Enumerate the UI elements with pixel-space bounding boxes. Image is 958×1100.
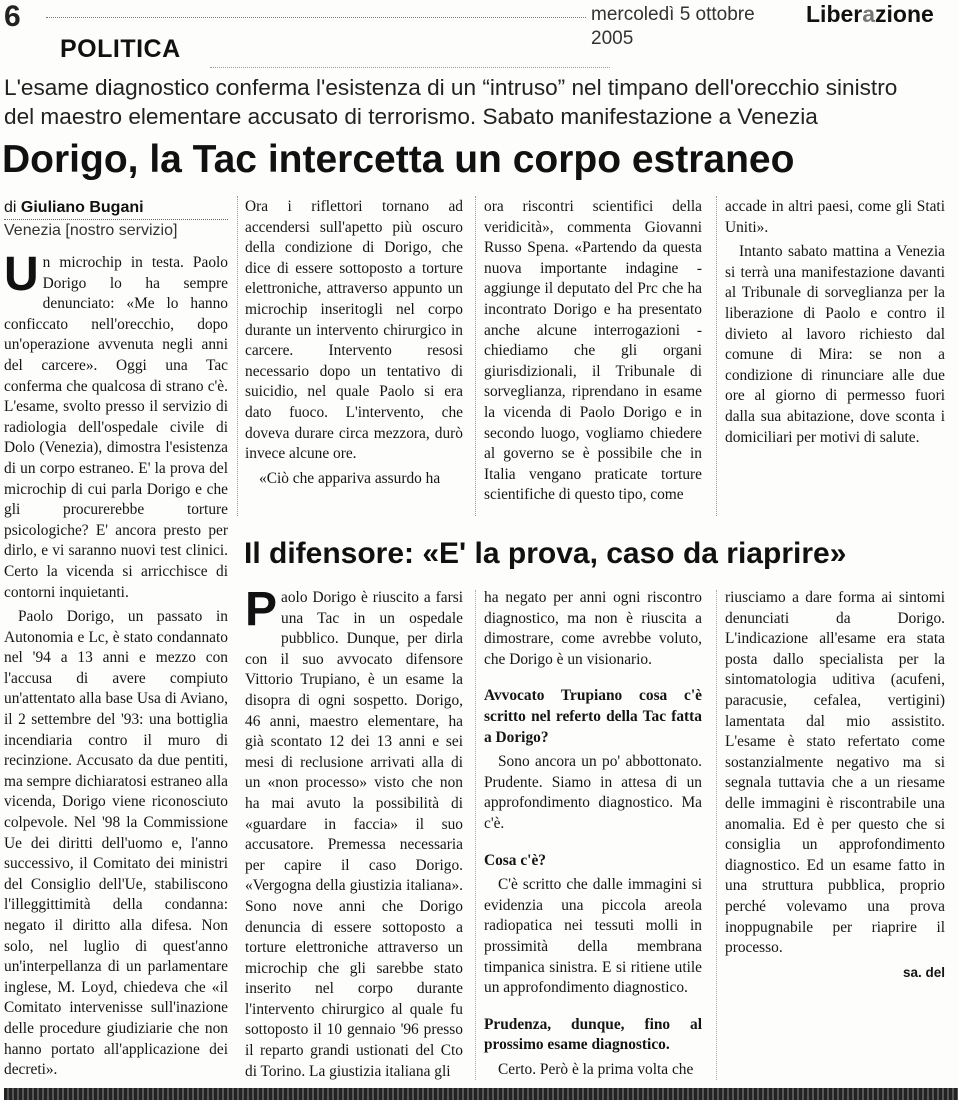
masthead-start: Liber: [806, 1, 863, 27]
article-column-3: [484, 197, 702, 507]
article-paragraph: Paolo Dorigo, un passato in Autonomia e Lc, è stato condannato nel '94 a 13 anni e mezzo con l'accusa di avere compiuto un'attentato alla base Usa di Aviano, il 2 settembre del '93: una bottiglia incendiaria contro il muro di recinzione. Accusato da due pentiti, ma sempre dichiaratosi estraneo alla vicenda, Dorigo viene riconosciuto colpevole. Nel '98 la Commissione Ue dei diritti dell'uomo e, l'anno successivo, il Comitato dei ministri del Consiglio dell'Ue, stabiliscono l'illeggittimità della condanna: negato il diritto alla difesa. Non solo, nel luglio di quest'anno un'interpellanza di un parlamentare inglese, M. Loyd, chiedeva che «il Comitato intervenisse sull'inazione delle procedure giudiziarie che non hanno portato all'applicazione dei decreti».: [4, 608, 228, 1079]
interview-question: Avvocato Trupiano cosa c'è scritto nel referto della Tac fatta a Dorigo?: [484, 687, 702, 746]
section-rule: [210, 67, 610, 68]
column-divider: [716, 196, 717, 516]
article-paragraph: accade in altri paesi, come gli Stati Uniti».: [725, 198, 945, 236]
masthead-highlight: a: [862, 1, 876, 27]
article-paragraph-text: n microchip in testa. Paolo Dorigo lo ha sempre denunciato: «Me lo hanno conficcato nell'orecchio, dopo un'operazione avvenuta negli anni del carcere». Oggi una Tac conferma che qualcosa di strano c'è. L'esame, svolto presso il servizio di radiologia dell'ospedale civile di Dolo (Venezia), dimostra l'esistenza di un corpo estraneo. E' la prova del microchip di cui parla Dorigo e che gli procurerebbe torture psicologiche? E' ancora presto per dirlo, e vi saranno nuovi test clinici. Certo la vicenda si arricchisce di contorni inquietanti.: [4, 254, 228, 601]
column-divider: [237, 196, 238, 516]
byline-prefix: di: [4, 199, 21, 216]
interview-question: Cosa c'è?: [484, 851, 546, 869]
byline: [4, 197, 234, 219]
article-paragraph: Ora i riflettori tornano ad accendersi sull'apetto più oscuro della condizione di Dorigo, che dice di essere sottoposto a torture elettroniche, attraverso appunto un microchip inseritogli nel corpo durante un intervento chirurgico in carcere. Intervento resosi necessario dopo un tentativo di suicidio, nel quale Paolo si era dato fuoco. L'intervento, che doveva durare circa mezzora, durò invece alcune ore.: [245, 198, 463, 463]
interview-headline: Il difensore: «E' la prova, caso da riaprire»: [244, 537, 847, 570]
column-divider: [475, 590, 476, 1080]
kicker-line: del maestro elementare accusato di terrorismo. Sabato manifestazione a Venezia: [4, 104, 818, 129]
interview-column-2: [484, 588, 702, 1088]
column-divider: [475, 196, 476, 516]
interview-answer: Sono ancora un po' abbottonato. Prudente. Siamo in attesa di un approfondimento diagnostico. Ma c'è.: [484, 753, 702, 832]
footer-bar: [4, 1088, 958, 1100]
kicker-line: L'esame diagnostico conferma l'esistenza di un “intruso” nel timpano dell'orecchio sinistro: [4, 75, 898, 100]
section-label: POLITICA: [60, 35, 181, 63]
masthead-end: zione: [875, 1, 934, 27]
interview-signature: sa. del: [902, 964, 945, 980]
interview-paragraph: [484, 588, 702, 670]
byline-author: Giuliano Bugani: [20, 199, 144, 216]
page-number: 6: [4, 0, 21, 33]
interview-answer: Certo. Però è la prima volta che: [498, 1060, 694, 1078]
article-column-4: [725, 197, 945, 507]
interview-paragraph: [245, 588, 463, 1082]
interview-column-1: [245, 588, 463, 1088]
article-column-2: [245, 197, 463, 507]
interview-paragraph-text: ha negato per anni ogni riscontro diagnostico, ma non è riuscita a dimostrare, come avrebbe voluto, che Dorigo è un visionario.: [484, 589, 702, 668]
header-rule: [46, 17, 586, 18]
interview-question: Prudenza, dunque, fino al prossimo esame diagnostico.: [484, 1015, 702, 1054]
headline: Dorigo, la Tac intercetta un corpo estraneo: [2, 138, 795, 181]
article-dropcap: U: [4, 253, 39, 301]
interview-answer: C'è scritto che dalle immagini si evidenzia una piccola areola radiopatica nei tessuti molli in prossimità della membrana timpanica sinistra. E si ritiene utile un approfondimento diagnostico.: [484, 876, 702, 997]
interview-column-3: [725, 588, 945, 1088]
interview-answer: riusciamo a dare forma ai sintomi denunciati da Dorigo. L'indicazione all'esame era stata posta dallo specialista per la sintomatologia uditiva (acufeni, paracusie, cefalea, vertigini) lamentata dal mio assistito. L'esame è stato refertato come sostanzialmente negativo ma si segnala tuttavia che a un riesame delle immagini è riscontrabile una anomalia. Ed è per questo che si consiglia un approfondimento diagnostico. Ed un esame fatto in una struttura pubblica, proprio perché volevamo una prova inoppugnabile per riaprire il processo.: [725, 589, 945, 957]
issue-date: mercoledì 5 ottobre 2005: [591, 4, 755, 49]
masthead-logo: [806, 1, 956, 27]
article-column-1: [4, 253, 228, 1083]
article-paragraph: ora riscontri scientifici della veridicità», commenta Giovanni Russo Spena. «Partendo da questa nuova importante indagine - aggiunge il deputato del Prc che ha incontrato Dorigo e ha presentato anche alcune interrogazioni - chiediamo che gli organi giurisdizionali, il Tribunale di sorveglianza, riprendano in esame la vicenda di Paolo Dorigo e in secondo luogo, vogliamo chiedere al governo se è possibile che in Italia vengano praticate torture scientifiche di questo tipo, come: [484, 198, 702, 504]
interview-dropcap: P: [245, 588, 278, 636]
dateline: Venezia [nostro servizio]: [4, 222, 178, 239]
article-paragraph: Intanto sabato mattina a Venezia si terrà una manifestazione davanti al Tribunale di sorveglianza per la liberazione di Paolo e contro il divieto al lavoro richiesto dal comune di Mira: se non a condizione di rinunciare alle due ore al giorno di permesso fuori dalla sua abitazione, dove sconta i domiciliari per motivi di salute.: [725, 243, 945, 446]
article-paragraph: «Ciò che appariva assurdo ha: [259, 469, 441, 487]
interview-paragraph-text: aolo Dorigo è riuscito a farsi una Tac in un ospedale pubblico. Dunque, per dirla con il suo avvocato difensore Vittorio Trupiano, è un esame la disopra di ogni sospetto. Dorigo, 46 anni, maestro elementare, ha già scontato 12 dei 13 anni e sei mesi di reclusione arrivati alla di un «non processo» visto che non ha mai avuto la possibilità di «guardare in faccia» il suo accusatore. Premessa necessaria per capire il caso Dorigo. «Vergogna della giustizia italiana». Sono nove anni che Dorigo denuncia di essere sottoposto a torture elettroniche attraverso un microchip che gli sarebbe stato inserito nel corpo durante l'intervento chirurgico al quale fu sottoposto il 10 gennaio '96 presso il reparto grandi ustionati del Cto di Torino. La giustizia italiana gli: [245, 589, 463, 1080]
column-divider: [716, 590, 717, 1080]
article-paragraph: [4, 253, 228, 603]
